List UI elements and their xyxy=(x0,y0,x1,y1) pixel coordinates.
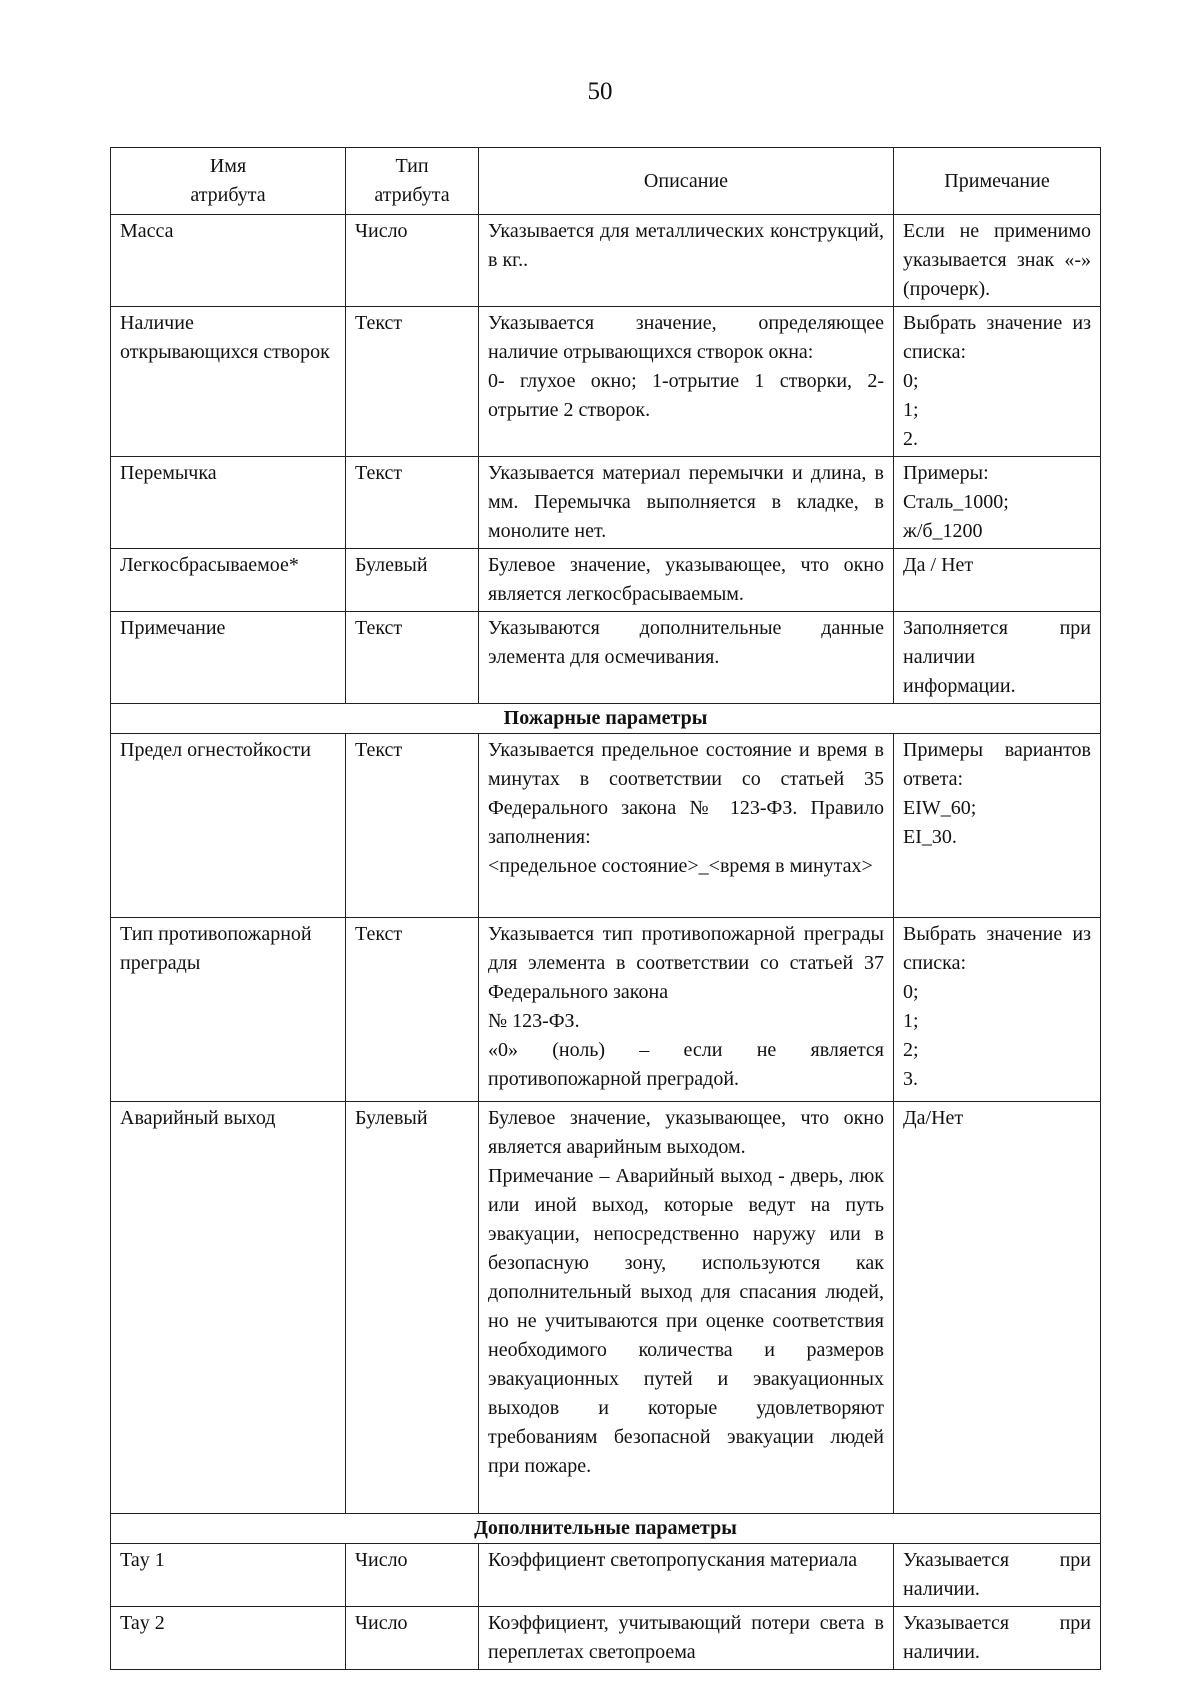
table-row xyxy=(111,734,1101,918)
table-row xyxy=(111,918,1101,1102)
table-row xyxy=(111,215,1101,307)
attribute-type-cell: Число xyxy=(346,1544,479,1607)
note-line: Да / Нет xyxy=(903,554,974,576)
note-line: EI_30. xyxy=(903,826,957,848)
description-cell xyxy=(479,549,894,612)
note-line: Указывается при наличии. xyxy=(903,1549,1091,1600)
extra-section xyxy=(111,1514,1101,1544)
note-cell xyxy=(894,215,1101,307)
table-row xyxy=(111,612,1101,704)
description-line: Коэффициент светопропускания материала xyxy=(488,1549,858,1571)
description-line: 0- глухое окно; 1-отрытие 1 створки, 2-отрытие 2 створок. xyxy=(488,370,884,421)
header-name-line: атрибута xyxy=(190,184,266,206)
note-line: 2; xyxy=(903,1039,919,1061)
table-row xyxy=(111,1102,1101,1514)
extra-rows xyxy=(111,1544,1101,1670)
note-line: Выбрать значение из списка: xyxy=(903,312,1091,363)
attribute-name-cell: Наличие открывающихся створок xyxy=(111,307,346,457)
fire-section xyxy=(111,704,1101,734)
description-cell xyxy=(479,1544,894,1607)
section-row xyxy=(111,1514,1101,1544)
note-cell xyxy=(894,734,1101,918)
attribute-type-cell: Текст xyxy=(346,457,479,549)
note-line: Примеры: xyxy=(903,462,989,484)
attribute-name-cell: Перемычка xyxy=(111,457,346,549)
table-row xyxy=(111,307,1101,457)
note-line: ж/б_1200 xyxy=(903,520,983,542)
note-line: 1; xyxy=(903,1010,919,1032)
fire-rows xyxy=(111,734,1101,1514)
attribute-name-cell: Tay 1 xyxy=(111,1544,346,1607)
section-title-extra: Дополнительные параметры xyxy=(111,1514,1101,1544)
description-line: <предельное состояние>_<время в минутах> xyxy=(488,855,873,877)
note-line: EIW_60; xyxy=(903,797,977,819)
note-line: Примеры вариантов ответа: xyxy=(903,739,1091,790)
description-line: Булевое значение, указывающее, что окно является аварийным выходом. xyxy=(488,1107,884,1158)
note-line: Сталь_1000; xyxy=(903,491,1009,513)
attributes-table xyxy=(110,147,1101,1670)
description-line: Примечание – Аварийный выход - дверь, люк или иной выход, которые ведут на путь эвакуации, непосредственно наружу или в безопасную зону, используются как дополнительный выход для спасания людей, но не учитываются при оценке соответствия необходимого количества и размеров эвакуационных путей и эвакуационных выходов и которые удовлетворяют требованиям безопасной эвакуации людей при пожаре. xyxy=(488,1165,884,1477)
table-row xyxy=(111,1607,1101,1670)
description-cell xyxy=(479,612,894,704)
description-line: Указывается материал перемычки и длина, в мм. Перемычка выполняется в кладке, в монолите нет. xyxy=(488,462,884,542)
description-cell xyxy=(479,215,894,307)
attribute-type-cell: Текст xyxy=(346,734,479,918)
description-line: Указывается для металлических конструкций, в кг.. xyxy=(488,220,884,271)
description-line: Указывается тип противопожарной преграды для элемента в соответствии со статьей 37 Федерального закона xyxy=(488,923,884,1003)
description-cell xyxy=(479,918,894,1102)
attribute-type-cell: Число xyxy=(346,215,479,307)
attribute-name-cell: Tay 2 xyxy=(111,1607,346,1670)
attribute-name-cell: Примечание xyxy=(111,612,346,704)
header-attribute-name xyxy=(111,148,346,215)
note-line: Указывается при наличии. xyxy=(903,1612,1091,1663)
description-line: № 123-ФЗ. xyxy=(488,1010,580,1032)
description-cell xyxy=(479,457,894,549)
description-cell xyxy=(479,1607,894,1670)
attribute-name-cell: Предел огнестойкости xyxy=(111,734,346,918)
table-row xyxy=(111,1544,1101,1607)
note-cell xyxy=(894,457,1101,549)
description-line: Булевое значение, указывающее, что окно является легкосбрасываемым. xyxy=(488,554,884,605)
header-name-line: Имя xyxy=(209,155,247,177)
note-line: 0; xyxy=(903,981,919,1003)
note-line: Выбрать значение из списка: xyxy=(903,923,1091,974)
header-attribute-type xyxy=(346,148,479,215)
description-cell xyxy=(479,307,894,457)
note-line: Заполняется при наличии информации. xyxy=(903,617,1091,697)
table-row xyxy=(111,457,1101,549)
attribute-type-cell: Число xyxy=(346,1607,479,1670)
note-cell xyxy=(894,918,1101,1102)
header-note: Примечание xyxy=(894,148,1101,215)
description-line: «0» (ноль) – если не является противопожарной преградой. xyxy=(488,1039,884,1090)
note-cell xyxy=(894,1102,1101,1514)
header-type-line: атрибута xyxy=(374,184,450,206)
description-line: Указывается значение, определяющее наличие отрывающихся створок окна: xyxy=(488,312,884,363)
note-line: Если не применимо указывается знак «-» (прочерк). xyxy=(903,220,1091,300)
note-cell xyxy=(894,1544,1101,1607)
section-row xyxy=(111,704,1101,734)
note-line: 1; xyxy=(903,399,919,421)
description-cell xyxy=(479,1102,894,1514)
note-line: 0; xyxy=(903,370,919,392)
note-line: 3. xyxy=(903,1068,918,1090)
description-line: Коэффициент, учитывающий потери света в переплетах светопроема xyxy=(488,1612,884,1663)
note-line: 2. xyxy=(903,428,918,450)
table-header-row xyxy=(111,148,1101,215)
note-cell xyxy=(894,307,1101,457)
note-line: Да/Нет xyxy=(903,1107,964,1129)
attribute-type-cell: Текст xyxy=(346,612,479,704)
description-line: Указываются дополнительные данные элемента для осмечивания. xyxy=(488,617,884,668)
description-cell xyxy=(479,734,894,918)
attribute-type-cell: Булевый xyxy=(346,1102,479,1514)
attribute-type-cell: Булевый xyxy=(346,549,479,612)
table-row xyxy=(111,549,1101,612)
attribute-type-cell: Текст xyxy=(346,918,479,1102)
attribute-type-cell: Текст xyxy=(346,307,479,457)
attribute-name-cell: Тип противопожарной преграды xyxy=(111,918,346,1102)
section-title-fire: Пожарные параметры xyxy=(111,704,1101,734)
attribute-name-cell: Аварийный выход xyxy=(111,1102,346,1514)
description-line: Указывается предельное состояние и время в минутах в соответствии со статьей 35 Федерального закона № 123-ФЗ. Правило заполнения: xyxy=(488,739,884,848)
note-cell xyxy=(894,612,1101,704)
page-number: 50 xyxy=(587,78,613,105)
attribute-name-cell: Масса xyxy=(111,215,346,307)
basic-rows xyxy=(111,215,1101,704)
header-description: Описание xyxy=(479,148,894,215)
attribute-name-cell: Легкосбрасываемое* xyxy=(111,549,346,612)
header-type-line: Тип xyxy=(395,155,429,177)
note-cell xyxy=(894,549,1101,612)
note-cell xyxy=(894,1607,1101,1670)
